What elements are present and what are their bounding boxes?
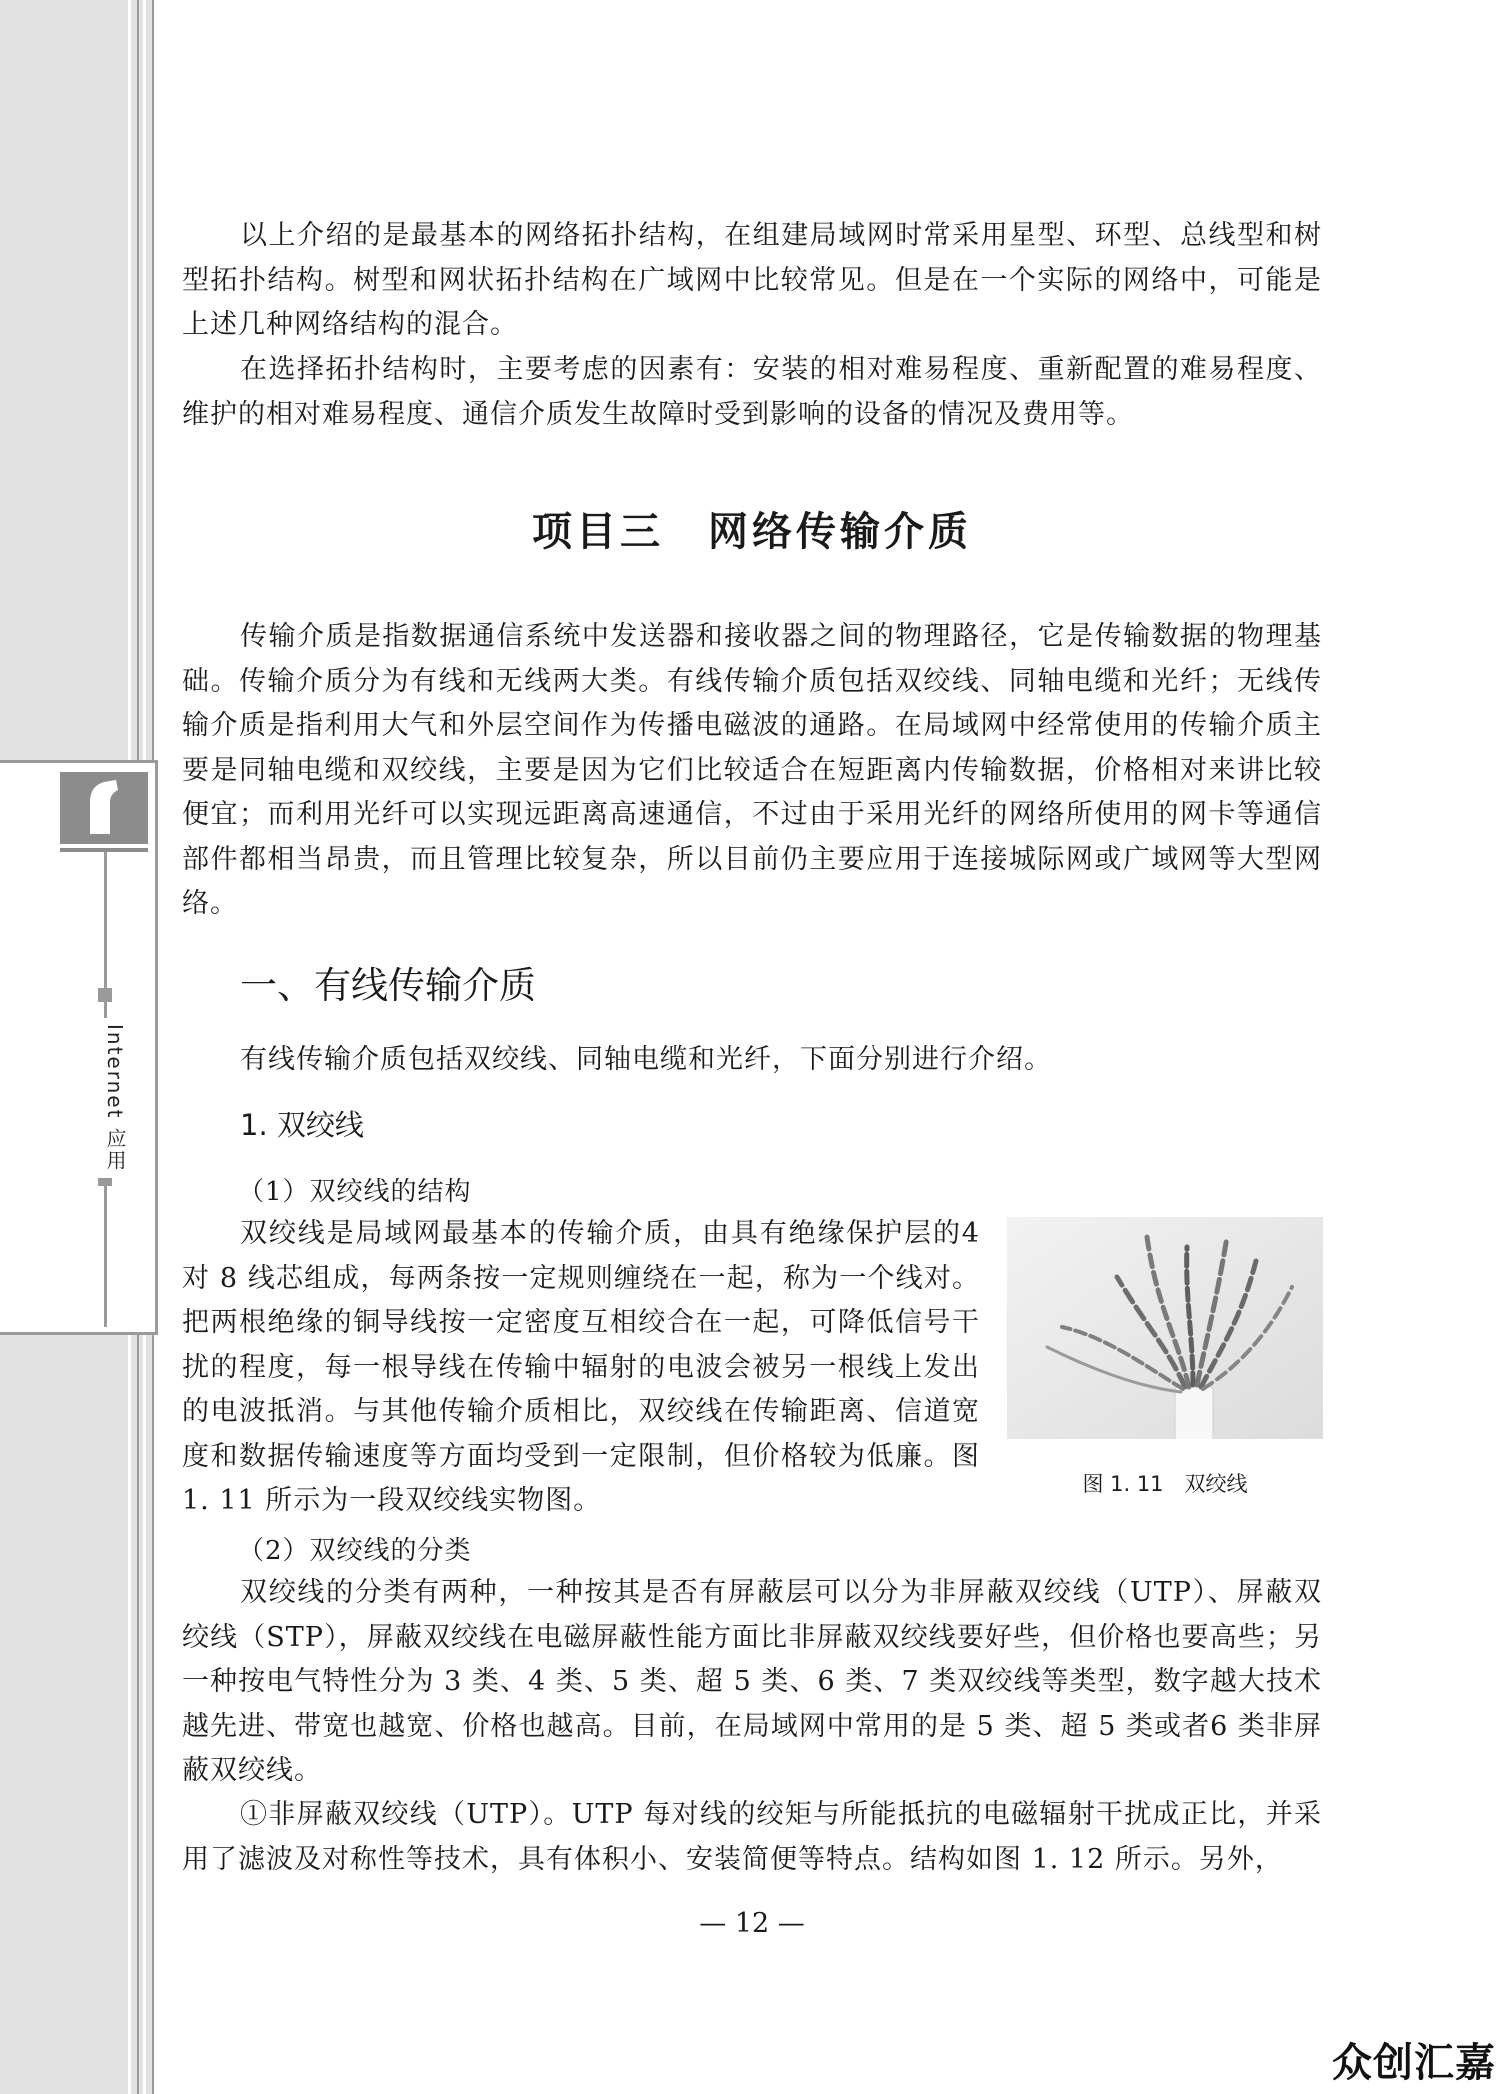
- paragraph-twisted-types: 双绞线的分类有两种，一种按其是否有屏蔽层可以分为非屏蔽双绞线（UTP）、屏蔽双绞线（STP），屏蔽双绞线在电磁屏蔽性能方面比非屏蔽双绞线要好些，但价格也要高些；另一种按电气特性分为 3 类、4 类、5 类、超 5 类、6 类、7 类双绞线等类型，数字越大技术越先进、带宽也越宽、价格也越高。目前，在局域网中常用的是 5 类、超 5 类或者6 类非屏蔽双绞线。: [182, 1577, 1322, 1786]
- paragraph-topology-factors: 在选择拓扑结构时，主要考虑的因素有：安装的相对难易程度、重新配置的难易程度、维护的相对难易程度、通信介质发生故障时受到影响的设备的情况及费用等。: [182, 354, 1322, 430]
- figure-caption: 图 1. 11 双绞线: [1082, 1472, 1248, 1496]
- twisted-pair-photo: [1007, 1217, 1323, 1439]
- paragraph-utp: ①非屏蔽双绞线（UTP）。UTP 每对线的绞矩与所能抵抗的电磁辐射干扰成正比，并采用了滤波及对称性等技术，具有体积小、安装简便等特点。结构如图 1. 12 所示。另外，: [182, 1799, 1322, 1875]
- structure-heading: （1）双绞线的结构: [238, 1177, 472, 1207]
- paragraph-twisted-structure: 双绞线是局域网最基本的传输介质，由具有绝缘保护层的4 对 8 线芯组成，每两条按一定规则缠绕在一起，称为一个线对。把两根绝缘的铜导线按一定密度互相绞合在一起，可降低信号干扰的程度，每一根导线在传输中辐射的电波会被另一根线上发出的电波抵消。与其他传输介质相比，双绞线在传输距离、信道宽度和数据传输速度等方面均受到一定限制，但价格较为低廉。图 1. 11 所示为一段双绞线实物图。: [182, 1218, 980, 1516]
- section-title: 一、有线传输介质: [240, 964, 536, 1007]
- twisted-pair-image: [1007, 1217, 1323, 1439]
- chapter-side-label: Internet 应用: [90, 1018, 130, 1178]
- tab-square-marker: [98, 988, 112, 1002]
- watermark-logo: 众创汇嘉: [1332, 2040, 1496, 2086]
- chapter-tab-panel: [0, 760, 158, 1335]
- paragraph-wired-intro: 有线传输介质包括双绞线、同轴电缆和光纤，下面分别进行介绍。: [240, 1044, 1052, 1075]
- paragraph-intro: 以上介绍的是最基本的网络拓扑结构，在组建局域网时常采用星型、环型、总线型和树型拓扑结构。树型和网状拓扑结构在广域网中比较常见。但是在一个实际的网络中，可能是上述几种网络结构的混合。: [182, 220, 1322, 340]
- chapter-number-icon: [60, 772, 148, 844]
- project-title: 项目三 网络传输介质: [532, 508, 972, 555]
- paragraph-media-intro: 传输介质是指数据通信系统中发送器和接收器之间的物理路径，它是传输数据的物理基础。传输介质分为有线和无线两大类。有线传输介质包括双绞线、同轴电缆和光纤；无线传输介质是指利用大气和外层空间作为传播电磁波的通路。在局域网中经常使用的传输介质主要是同轴电缆和双绞线，主要是因为它们比较适合在短距离内传输数据，价格相对来讲比较便宜；而利用光纤可以实现远距离高速通信，不过由于采用光纤的网络所使用的网卡等通信部件都相当昂贵，而且管理比较复杂，所以目前仍主要应用于连接城际网或广域网等大型网络。: [182, 621, 1322, 919]
- subsection-title: 1. 双绞线: [240, 1108, 364, 1142]
- chapter-badge: [60, 772, 148, 844]
- classification-heading: （2）双绞线的分类: [238, 1536, 472, 1566]
- page-number: — 12 —: [699, 1908, 805, 1939]
